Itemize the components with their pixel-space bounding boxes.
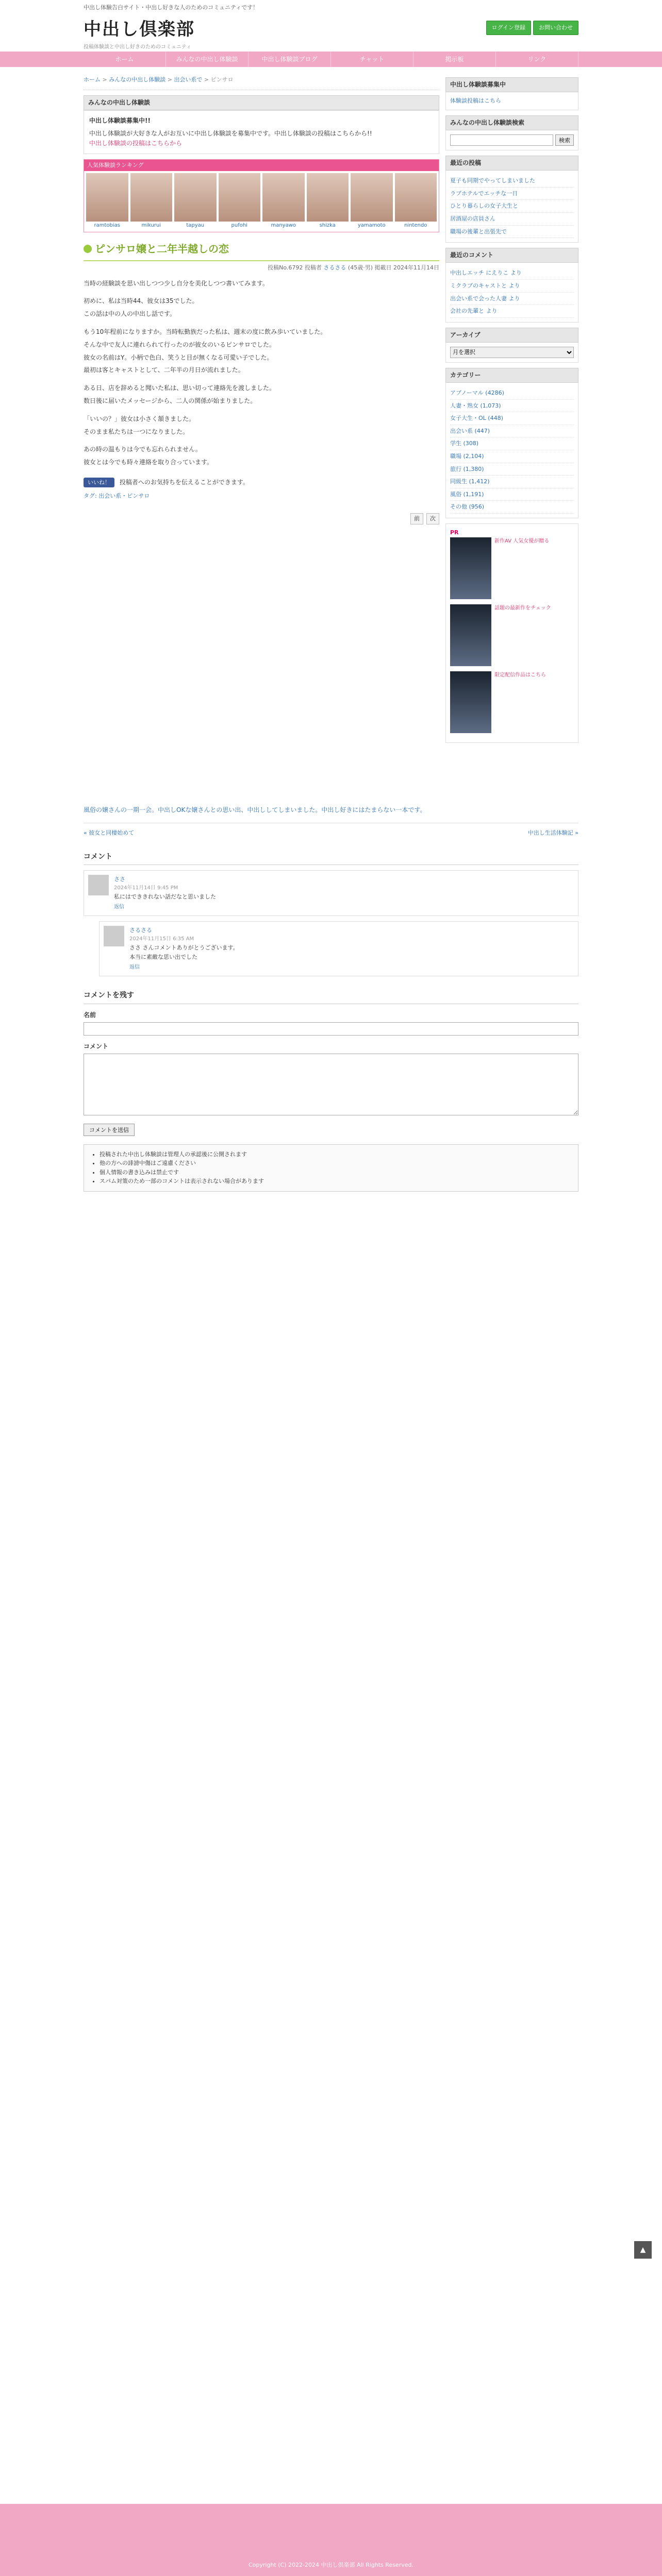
next-post-link[interactable]: 中出し生活体験記 » — [527, 829, 578, 837]
ranking-name: mikurui — [130, 222, 173, 230]
site-logo-sub: 投稿体験談と中出し好きのためのコミュニティ — [84, 44, 191, 50]
ad-box — [445, 523, 578, 743]
nav-item-bbs[interactable]: 掲示板 — [413, 52, 496, 67]
nav-item-blog[interactable]: 中出し体験談ブログ — [249, 52, 331, 67]
lower-section — [84, 805, 578, 1192]
copyright: Copyright (C) 2022-2024 中出し倶楽部 All Rights Reserved. — [249, 2562, 413, 2568]
post-paragraph: あの時の温もりは今でも忘れられません。 — [84, 446, 202, 453]
ranking-name: nintendo — [395, 222, 437, 230]
post-title-text: ピンサロ嬢と二年半越しの恋 — [95, 242, 229, 255]
recent-post-link[interactable]: ラブホテルでエッチな一日 — [450, 188, 574, 200]
recent-comment-link[interactable]: ミクラブのキャストと より — [450, 280, 574, 293]
sidebar-title: 中出し体験談募集中 — [445, 77, 578, 92]
intro-post-link[interactable]: 中出し体験談の投稿はこちらから — [89, 140, 183, 147]
category-link[interactable]: 旅行 (1,380) — [450, 463, 574, 476]
post-paragraph: 数日後に届いたメッセージから、二人の関係が始まりました。 — [84, 397, 257, 404]
comment-date[interactable]: 2024年11月15日 6:35 AM — [129, 936, 194, 942]
site-header — [84, 0, 578, 52]
ranking-name: tapyau — [174, 222, 217, 230]
breadcrumb-item[interactable]: みんなの中出し体験談 — [109, 76, 166, 83]
archive-select[interactable] — [450, 347, 574, 358]
login-button[interactable]: ログイン登録 — [486, 21, 531, 35]
post-paragraph: そのまま私たちは一つになりました。 — [84, 428, 189, 435]
category-link[interactable]: 同級生 (1,412) — [450, 476, 574, 488]
breadcrumb: ホーム > みんなの中出し体験談 > 出会い系で > ピンサロ — [84, 72, 439, 90]
post-paragraph: ある日、店を辞めると聞いた私は、思い切って連絡先を渡しました。 — [84, 384, 276, 392]
comment — [84, 870, 578, 916]
category-link[interactable]: アブノーマル (4286) — [450, 387, 574, 400]
category-link[interactable]: 職場 (2,104) — [450, 450, 574, 463]
post-paragraph: 最初は客とキャストとして、二年半の月日が流れました。 — [84, 366, 244, 374]
post-paragraph: 彼女とは今でも時々連絡を取り合っています。 — [84, 459, 213, 466]
post-paragraph — [84, 438, 439, 443]
post-paragraph — [84, 408, 439, 412]
ranking-thumb[interactable] — [395, 173, 437, 230]
post-by-label: 投稿者 — [304, 264, 322, 271]
comment-label: コメント — [84, 1042, 109, 1050]
post-paragraph: この話は中の人の中出し話です。 — [84, 310, 176, 318]
recent-posts-heading: 最近の投稿 — [445, 156, 578, 171]
post-paragraph: 彼女の名前はY。小柄で色白、笑うと目が無くなる可愛い子でした。 — [84, 353, 273, 361]
intro-box — [84, 110, 439, 155]
avatar — [88, 875, 109, 895]
category-heading: カテゴリー — [445, 368, 578, 383]
post-paragraph: もう10年程前になりますか。当時転勤族だった私は、週末の度に飲み歩いていました。 — [84, 328, 327, 335]
intro-box-title: みんなの中出し体験談 — [84, 95, 439, 110]
tags-link[interactable]: 出会い系・ピンサロ — [98, 493, 150, 500]
sidebar-post-link[interactable]: 体験談投稿はこちら — [450, 97, 501, 105]
ad-item[interactable] — [450, 671, 574, 733]
post-author-age: (45歳·男) — [347, 264, 373, 271]
archive-heading: アーカイブ — [445, 328, 578, 343]
name-label: 名前 — [84, 1011, 96, 1019]
comments-title: コメント — [84, 851, 578, 865]
ranking-thumb[interactable] — [351, 173, 393, 230]
search-input[interactable] — [450, 134, 553, 146]
note-item: • スパム対策のため一部のコメントは表示されない場合があります — [100, 1177, 571, 1186]
ranking-thumb[interactable] — [307, 173, 349, 230]
recent-comments-heading: 最近のコメント — [445, 248, 578, 263]
post-paragraph — [84, 321, 439, 325]
post-title — [84, 241, 439, 261]
reply-link[interactable]: 返信 — [114, 904, 124, 910]
category-link[interactable]: 人妻・熟女 (1,073) — [450, 400, 574, 413]
post-meta — [84, 261, 439, 278]
nav-item-stories[interactable]: みんなの中出し体験談 — [166, 52, 249, 67]
recent-comment-link[interactable]: 中出しエッチ にえりこ より — [450, 267, 574, 280]
post-date: 掲載日 2024年11月14日 — [374, 264, 439, 271]
avatar — [104, 926, 124, 946]
pr-label: PR — [450, 529, 459, 536]
ad-text[interactable]: 話題の最新作をチェック — [494, 605, 551, 611]
post-paragraph: 当時の経験談を思い出しつつ少し自分を美化しつつ書いてみます。 — [84, 279, 269, 287]
post-paragraph: 「いいの？」彼女は小さく頷きました。 — [84, 415, 195, 422]
related-text[interactable]: 風俗の嬢さんの一期一会。中出しOKな嬢さんとの思い出、中出ししてしまいました。中出し好きにはたまらない一本です。 — [84, 805, 578, 824]
post-paragraph — [84, 290, 439, 294]
prev-post-link[interactable]: « 彼女と同棲始めて — [84, 829, 135, 837]
post-footer — [84, 478, 439, 501]
ranking-thumb[interactable] — [130, 173, 173, 230]
recent-post-link[interactable]: 夏子も同期でやってしまいました — [450, 175, 574, 188]
search-button[interactable]: 検索 — [555, 134, 574, 146]
ad-image[interactable] — [450, 604, 491, 666]
recent-post-link[interactable]: 居酒屋の店員さん — [450, 213, 574, 226]
comment-text: ささ さんコメントありがとうございます。 本当に素敵な思い出でした — [129, 944, 239, 960]
like-note: 投稿者へのお気持ちを伝えることができます。 — [119, 478, 249, 486]
post-paragraph: そんな中で友人に連れられて行ったのが彼女のいるピンサロでした。 — [84, 341, 276, 348]
submit-comment-button[interactable]: コメントを送信 — [84, 1124, 135, 1136]
ad-item[interactable] — [450, 604, 574, 666]
comment-date[interactable]: 2024年11月14日 9:45 PM — [114, 885, 178, 891]
ranking-thumb[interactable] — [86, 173, 128, 230]
breadcrumb-item[interactable]: 出会い系で — [174, 76, 203, 83]
page-top-button[interactable]: ▲ — [634, 2241, 652, 2259]
comment-text: 私にはでききれない話だなと思いました — [114, 893, 216, 900]
ranking-thumb[interactable] — [262, 173, 305, 230]
bullet-icon — [84, 245, 92, 253]
category-link[interactable]: その他 (956) — [450, 501, 574, 514]
ad-item[interactable] — [450, 537, 574, 599]
name-field[interactable] — [84, 1022, 578, 1036]
ranking-name: ramtobias — [86, 222, 128, 230]
ad-image[interactable] — [450, 671, 491, 733]
notes-box — [84, 1144, 578, 1192]
breadcrumb-current: ピンサロ — [210, 76, 234, 83]
ad-image[interactable] — [450, 537, 491, 599]
reply-link[interactable]: 返信 — [129, 964, 140, 971]
recent-comment-link[interactable]: 出会い系で会った人妻 より — [450, 293, 574, 306]
post-body — [84, 278, 439, 468]
ranking-thumb[interactable] — [219, 173, 261, 230]
nav-item-links[interactable]: リンク — [496, 52, 578, 67]
ranking-name: pufohi — [219, 222, 261, 230]
recent-comment-link[interactable]: 会社の先輩と より — [450, 305, 574, 318]
global-nav — [0, 52, 662, 67]
post-paragraph: 初めに、私は当時44、彼女は35でした。 — [84, 297, 198, 305]
ranking-name: yamamoto — [351, 222, 393, 230]
pager-prev-button[interactable]: 前 — [410, 513, 423, 524]
site-logo[interactable]: 中出し倶楽部 — [84, 19, 195, 40]
intro-text: 中出し体験談が大好きな人がお互いに中出し体験談を募集中です。中出し体験談の投稿はこちらから!! — [89, 129, 372, 137]
category-link[interactable]: 風俗 (1,191) — [450, 488, 574, 501]
note-item: • 他の方への誹謗中傷はご遠慮ください — [100, 1159, 571, 1168]
ranking-header: 人気体験談ランキング — [84, 160, 439, 171]
comment — [99, 921, 578, 976]
note-item: • 個人情報の書き込みは禁止です — [100, 1168, 571, 1177]
comment-field[interactable] — [84, 1054, 578, 1115]
site-footer — [0, 2504, 662, 2576]
ad-text[interactable]: 新作AV 人気女優が贈る — [494, 538, 550, 544]
ranking-thumb[interactable] — [174, 173, 217, 230]
post-number: 投稿No.6792 — [268, 264, 303, 271]
comment-author[interactable]: ささ — [114, 876, 125, 883]
pager-next-button[interactable]: 次 — [426, 513, 439, 524]
category-link[interactable]: 学生 (308) — [450, 437, 574, 450]
nav-item-chat[interactable]: チャット — [331, 52, 413, 67]
breadcrumb-item[interactable]: ホーム — [84, 76, 101, 83]
nav-item-home[interactable]: ホーム — [84, 52, 166, 67]
comment-author[interactable]: さるさる — [129, 927, 152, 934]
post-paragraph — [84, 377, 439, 381]
ranking-box — [84, 159, 439, 232]
tags-label: タグ: — [84, 493, 97, 500]
sidebar — [445, 72, 578, 743]
note-item: • 投稿された中出し体験談は管理人の承認後に公開されます — [100, 1150, 571, 1159]
category-link[interactable]: 出会い系 (447) — [450, 425, 574, 438]
intro-heading: 中出し体験談募集中!! — [89, 116, 151, 124]
ad-text[interactable]: 限定配信作品はこちら — [494, 672, 546, 678]
post-author[interactable]: さるさる — [323, 264, 346, 271]
comment-form-title: コメントを残す — [84, 990, 578, 1004]
recent-post-link[interactable]: ひとり暮らしの女子大生と — [450, 200, 574, 213]
main-content — [84, 72, 439, 743]
contact-button[interactable]: お問い合わせ — [533, 21, 578, 35]
category-link[interactable]: 女子大生・OL (448) — [450, 412, 574, 425]
search-heading: みんなの中出し体験談検索 — [445, 115, 578, 130]
site-tagline: 中出し体験告白サイト・中出し好きな人のためのコミュニティです！ — [84, 4, 259, 11]
recent-post-link[interactable]: 職場の後輩と出張先で — [450, 226, 574, 239]
ranking-name: shizka — [307, 222, 349, 230]
ranking-name: manyawo — [262, 222, 305, 230]
pager — [84, 513, 439, 524]
like-button[interactable]: いいね！ — [84, 478, 114, 488]
